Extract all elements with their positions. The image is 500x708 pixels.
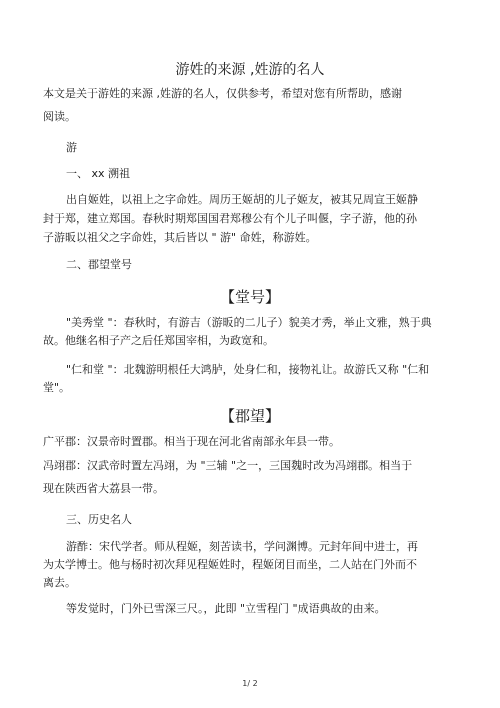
section-3-heading: 三、历史名人 (66, 513, 132, 526)
page-title: 游姓的来源 ,姓游的名人 (175, 62, 325, 78)
section-3-p1-line-2: 为太学博士。他与杨时初次拜见程姬姓时，程姬闭目而坐，二人站在门外而不 (43, 558, 417, 571)
surname-label: 游 (66, 141, 77, 154)
junwang-heading: 【郡望】 (219, 407, 280, 425)
section-3-p1-line-3: 离去。 (43, 576, 76, 589)
tanghao-p2-line-1: "仁和堂 "：北魏游明根任大鸿胪，处身仁和，接物礼让。故游氏又称 "仁和 (66, 363, 430, 376)
tanghao-heading: 【堂号】 (219, 288, 280, 306)
junwang-p2-line-2: 现在陕西省大荔县一带。 (43, 482, 164, 495)
section-3-p2: 等发觉时，门外已雪深三尺。，此即 "立雪程门 "成语典故的由来。 (66, 602, 386, 615)
intro-line-1: 本文是关于游姓的来源 ,姓游的名人，仅供参考，希望对您有所帮助，感谢 (43, 87, 402, 100)
page-number: 1/ 2 (242, 679, 258, 688)
section-1-heading: 一、 xx 溯祖 (66, 167, 131, 180)
section-1-line-3: 子游昄以祖父之字命姓，其后皆以 " 游" 命姓，称游姓。 (43, 231, 317, 244)
section-1-line-2: 封于郑，建立郑国。春秋时期郑国国君郑穆公有个儿子叫偃，字子游，他的孙 (43, 212, 417, 225)
junwang-p2-line-1: 冯翊郡：汉武帝时置左冯翊，为 "三辅 "之一，三国魏时改为冯翊郡。相当于 (43, 459, 413, 472)
intro-line-2: 阅读。 (43, 110, 76, 123)
tanghao-p2-line-2: 堂"。 (43, 381, 71, 394)
tanghao-p1-line-1: "美秀堂 "：春秋时，有游吉（游昄的二儿子）貌美才秀，举止文雅，熟于典 (66, 316, 432, 329)
tanghao-p1-line-2: 故。他继名相子产之后任郑国宰相，为政宽和。 (43, 334, 274, 347)
section-1-line-1: 出自姬姓，以祖上之字命姓。周历王姬胡的儿子姬友，被其兄周宣王姬静 (66, 193, 418, 206)
section-3-p1-line-1: 游酢：宋代学者。师从程姬，刻苦读书，学问渊博。元封年间中进士，再 (66, 540, 418, 553)
section-2-heading: 二、郡望堂号 (66, 258, 132, 271)
junwang-p1: 广平郡：汉景帝时置郡。相当于现在河北省南部永年县一带。 (43, 435, 340, 448)
